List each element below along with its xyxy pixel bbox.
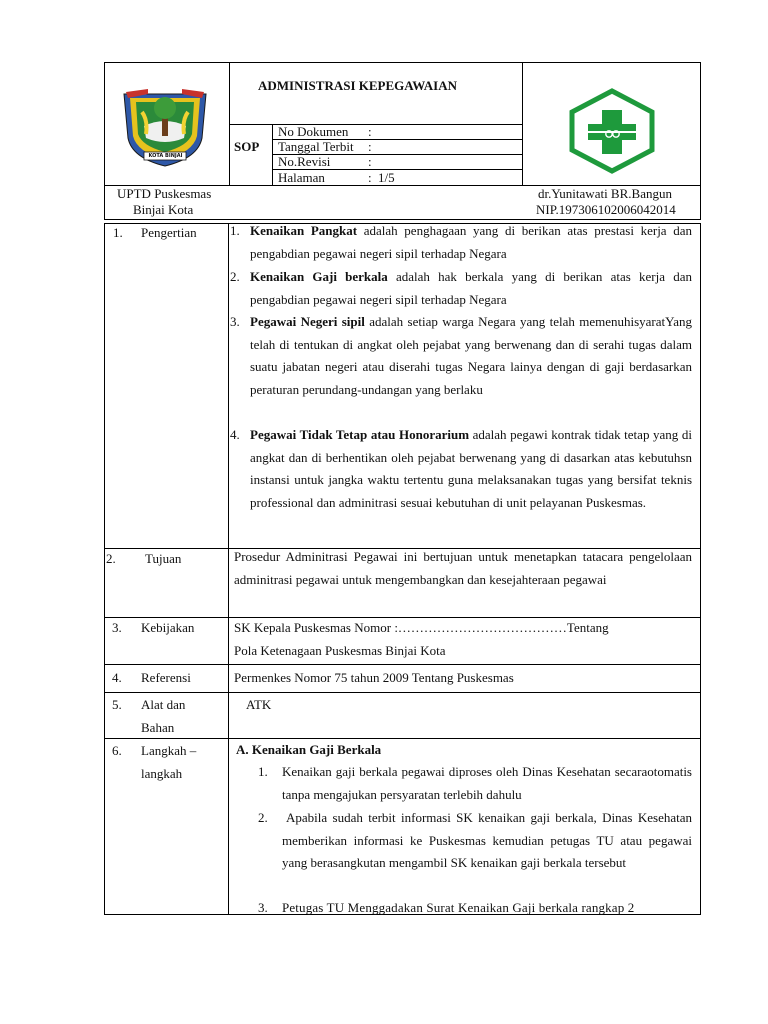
pengertian-term: Pegawai Negeri sipil	[250, 314, 365, 329]
pengertian-item	[250, 266, 692, 311]
puskesmas-logo	[566, 88, 658, 174]
row-langkah-title-line2: langkah	[141, 766, 183, 781]
alat-text: ATK	[246, 697, 272, 712]
pengertian-item-number: 2.	[230, 269, 240, 284]
field-tanggal-terbit-sep: :	[368, 139, 372, 154]
langkah-item-number: 1.	[258, 764, 268, 779]
row-tujuan-title: Tujuan	[145, 551, 182, 566]
org-name-line2: Binjai Kota	[133, 202, 194, 217]
row-langkah-title-line1: Langkah –	[141, 743, 197, 758]
row-kebijakan-number: 3.	[112, 620, 122, 635]
langkah-item: Kenaikan gaji berkala pegawai diproses oleh Dinas Kesehatan secaraotomatis tanpa mengajukan persyaratan terlebih dahulu	[282, 764, 692, 802]
langkah-item-number: 3.	[258, 900, 268, 915]
row-referensi-number: 4.	[112, 670, 122, 685]
row-referensi-title: Referensi	[141, 670, 191, 685]
row-alat-title-line1: Alat dan	[141, 697, 186, 712]
row-kebijakan-title: Kebijakan	[141, 620, 195, 635]
langkah-item-number: 2.	[258, 810, 268, 825]
pengertian-definition: adalah hak berkala yang di berikan atas kerja dan pengabdian pegawai negeri sipil terhadap Negara	[250, 269, 692, 307]
pengertian-item	[250, 424, 692, 514]
field-halaman-value: 1/5	[378, 170, 395, 185]
signer-nip: NIP.197306102006042014	[536, 202, 676, 217]
pengertian-term: Pegawai Tidak Tetap atau Honorarium	[250, 427, 470, 442]
pengertian-item-number: 3.	[230, 314, 240, 329]
field-no-revisi-sep: :	[368, 154, 372, 169]
langkah-item: Petugas TU Menggadakan Surat Kenaikan Gaji berkala rangkap 2	[282, 900, 635, 915]
pengertian-item-number: 4.	[230, 427, 240, 442]
sop-label: SOP	[234, 139, 260, 154]
pengertian-term: Kenaikan Pangkat	[250, 223, 358, 238]
pengertian-item	[250, 311, 692, 401]
kota-binjai-logo	[118, 86, 212, 170]
logo-caption: KOTA BINJAI	[148, 153, 183, 159]
kebijakan-line1: SK Kepala Puskesmas Nomor :…………………………………Tentang	[234, 620, 609, 635]
field-no-dokumen-label: No Dokumen	[278, 124, 349, 139]
langkah-item: Apabila sudah terbit informasi SK kenaikan gaji berkala, Dinas Kesehatan memberikan informasi ke Puskesmas kemudian petugas TU atau pegawai yang berasangkutan mengambil SK kenaikan gaji berkala tersebut	[282, 810, 692, 871]
row-pengertian-title: Pengertian	[141, 225, 197, 240]
field-no-revisi-label: No.Revisi	[278, 154, 331, 169]
field-tanggal-terbit-label: Tanggal Terbit	[278, 139, 354, 154]
pengertian-item	[250, 220, 692, 265]
field-halaman-sep: :	[368, 170, 372, 185]
field-no-dokumen-sep: :	[368, 124, 372, 139]
row-tujuan-number: 2.	[106, 551, 116, 566]
pengertian-definition: adalah setiap warga Negara yang telah memenuhisyaratYang telah di tentukan di angkat oleh pejabat yang berwenang dan di serahi tugas dalam suatu jabatan negeri atau diserahi tugas Negara lainya dengan di gaji berdasarkan peraturan perundang-undangan yang berlaku	[250, 314, 692, 397]
kebijakan-line2: Pola Ketenagaan Puskesmas Binjai Kota	[234, 643, 446, 658]
pengertian-item-number: 1.	[230, 223, 240, 238]
pengertian-definition: adalah penghagaan yang di berikan atas prestasi kerja dan pengabdian pegawai negeri sipil terhadap Negara	[250, 223, 692, 261]
signer-name: dr.Yunitawati BR.Bangun	[538, 186, 672, 201]
pengertian-term: Kenaikan Gaji berkala	[250, 269, 388, 284]
field-halaman-label: Halaman	[278, 170, 325, 185]
langkah-subheading: A. Kenaikan Gaji Berkala	[236, 742, 382, 757]
row-pengertian-number: 1.	[113, 225, 123, 240]
row-alat-number: 5.	[112, 697, 122, 712]
tujuan-text: Prosedur Adminitrasi Pegawai ini bertujuan untuk menetapkan tatacara pengelolaan adminitrasi pegawai untuk mengembangkan dan kesejahteraan pegawai	[234, 549, 692, 587]
org-name-line1: UPTD Puskesmas	[117, 186, 212, 201]
document-title: ADMINISTRASI KEPEGAWAIAN	[258, 78, 458, 93]
row-alat-title-line2: Bahan	[141, 720, 175, 735]
referensi-text: Permenkes Nomor 75 tahun 2009 Tentang Puskesmas	[234, 670, 514, 685]
pengertian-definition: adalah pegawi kontrak tidak tetap yang di angkat dan di berhentikan oleh pejabat berwenang yang di dasarkan atas kebutuhsn instansi untuk jangka waktu tertentu guna melaksanakan tugas yang bersifat teknis professional dan adminitrasi sesuai kebutuhan di unit pelayanan Puskesmas.	[250, 427, 693, 510]
row-langkah-number: 6.	[112, 743, 122, 758]
